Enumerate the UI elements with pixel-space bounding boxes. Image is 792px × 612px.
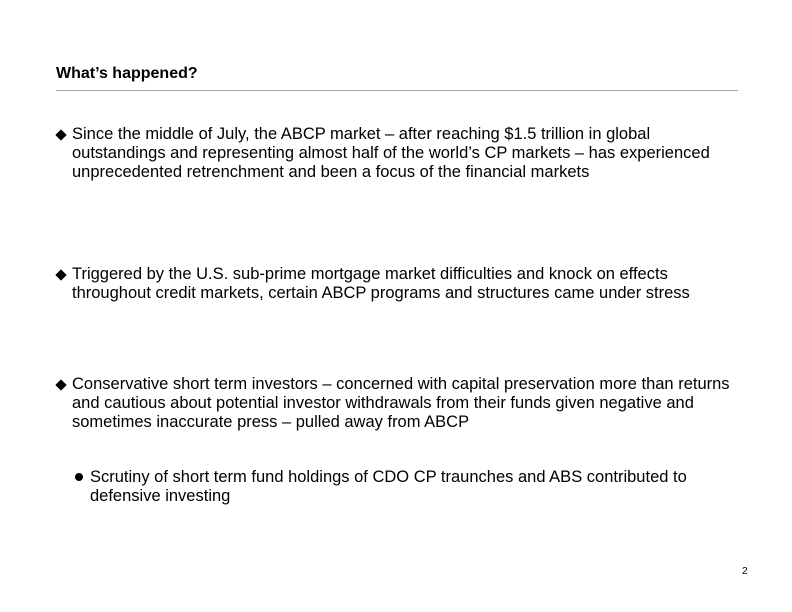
bullet-text: Since the middle of July, the ABCP market – after reaching $1.5 trillion in global outstandings and representing almost half of the world’s CP markets – has experienced unprecedented retrenchment and been a focus of the financial markets xyxy=(72,125,710,181)
page-number: 2 xyxy=(742,566,748,577)
title-divider xyxy=(56,90,738,91)
diamond-bullet-icon xyxy=(55,269,66,280)
diamond-bullet-icon xyxy=(55,379,66,390)
bullet-item xyxy=(56,125,746,182)
bullet-item xyxy=(56,265,746,303)
bullet-text: Triggered by the U.S. sub-prime mortgage market difficulties and knock on effects throughout credit markets, certain ABCP programs and structures came under stress xyxy=(72,265,690,302)
diamond-bullet-icon xyxy=(55,129,66,140)
sub-bullet-text: Scrutiny of short term fund holdings of CDO CP traunches and ABS contributed to defensive investing xyxy=(90,468,687,505)
bullet-item xyxy=(56,375,746,432)
slide-title: What’s happened? xyxy=(56,65,198,82)
bullet-text: Conservative short term investors – concerned with capital preservation more than returns and cautious about potential investor withdrawals from their funds given negative and sometimes inaccurate press – pulled away from ABCP xyxy=(72,375,730,431)
round-bullet-icon xyxy=(75,473,83,481)
sub-bullet-item xyxy=(75,468,725,506)
